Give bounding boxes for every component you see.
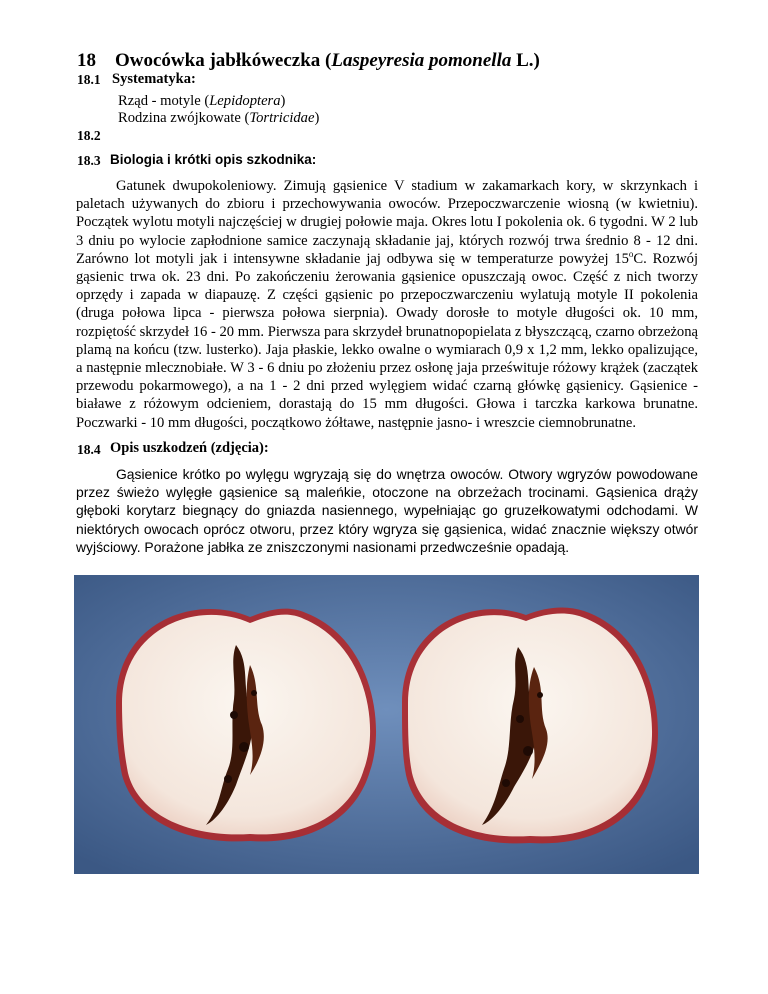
family-suffix: )	[314, 110, 320, 126]
biology-text-1: Gatunek dwupokoleniowy. Zimują gąsienice V stadium w zakamarkach kory, w skrzynkach i paletach używanych do zbioru i przechowywania owoców. Przepoczwarczenie wiosną (w kwietniu). Początek wylotu motyli najczęściej w drugiej połowie maja. Okres lotu I pokolenia ok. 6 tygodni. W 2 lub 3 dniu po wylocie zapłodnione samice zaczynają składanie jaj, których rozwój trwa średnio 8 - 12 dni. Zarówno lot motyli jak i intensywne składanie jaj odbywa się w temperaturze powyżej 15	[76, 178, 698, 267]
biology-paragraph	[76, 177, 698, 432]
section-18-2-number: 18.2	[77, 128, 101, 143]
section-18-1-title: Systematyka:	[112, 71, 196, 87]
degree-sup: o	[628, 248, 634, 259]
page-title-latin: Laspeyresia pomonella	[331, 50, 512, 71]
right-apple-half	[402, 608, 658, 844]
family-text: Rodzina zwójkowate (	[118, 110, 250, 126]
left-apple-half	[116, 609, 376, 842]
order-latin: Lepidoptera	[209, 93, 281, 109]
taxonomy-family	[118, 110, 319, 127]
damage-paragraph: Gąsienice krótko po wylęgu wgryzają się do wnętrza owoców. Otwory wgryzów powodowane przez świeżo wylęgłe gąsienice są maleńkie, otoczone na obrzeżach trocinami. Gąsienica drąży głęboki korytarz biegnący do gniazda nasiennego, wypełniając go gruzełkowatymi odchodami. W niektórych owocach oprócz otworu, przez który wgryza się gąsienica, widać znacznie większy otwór wyjściowy. Porażone jabłka ze zniszczonymi nasionami przedwcześnie opadają.	[76, 466, 698, 555]
apple-halves-illustration	[74, 575, 699, 874]
order-text: Rząd - motyle (	[118, 93, 210, 109]
page-title	[115, 50, 540, 72]
section-18-1-number: 18.1	[77, 72, 101, 87]
page-title-suffix: L.)	[511, 50, 540, 71]
section-18-4-title: Opis uszkodzeń (zdjęcia):	[110, 440, 269, 456]
order-suffix: )	[280, 93, 286, 109]
biology-text-2: C. Rozwój gąsienic trwa ok. 23 dni. Po zakończeniu żerowania gąsienice opuszczają owoc. Część z nich tworzy oprzędy i zapada w diapauzę. Z części gąsienic po przepoczwarczeniu wylatują motyle II pokolenia (druga połowa lipca - pierwsza połowa sierpnia). Owady dorosłe to motyle długości ok. 10 mm, rozpiętość skrzydeł 16 - 20 mm. Pierwsza para skrzydeł brunatnopopielata z błyszczącą, czarno obrzeżoną plamą na końcu (tzw. lusterko). Jaja płaskie, lekko owalne o wymiarach 0,9 x 1,2 mm, lekko opalizujące, a następnie mlecznobiałe. W 3 - 6 dniu po złożeniu przez osłonę jaja prześwituje różowy krążek (zaczątek przewodu pokarmowego), a na 1 - 2 dni przed wylęgiem widać czarną główkę gąsienicy. Gąsienice - białawe z różowym odcieniem, dorastają do 15 mm długości. Głowa i tarczka karkowa brunatne. Poczwarki - 10 mm długości, początkowo żółtawe, następnie jasno- i wreszcie ciemnobrunatne.	[76, 250, 698, 431]
section-18-3-number: 18.3	[77, 153, 101, 168]
page-title-text: Owocówka jabłkóweczka (	[115, 50, 332, 71]
section-18-4-number: 18.4	[77, 442, 101, 457]
section-18-number: 18	[77, 50, 96, 71]
family-latin: Tortricidae	[249, 110, 315, 126]
taxonomy-order	[118, 93, 285, 110]
apple-damage-photo	[74, 575, 699, 874]
section-18-3-title: Biologia i krótki opis szkodnika:	[110, 152, 317, 167]
